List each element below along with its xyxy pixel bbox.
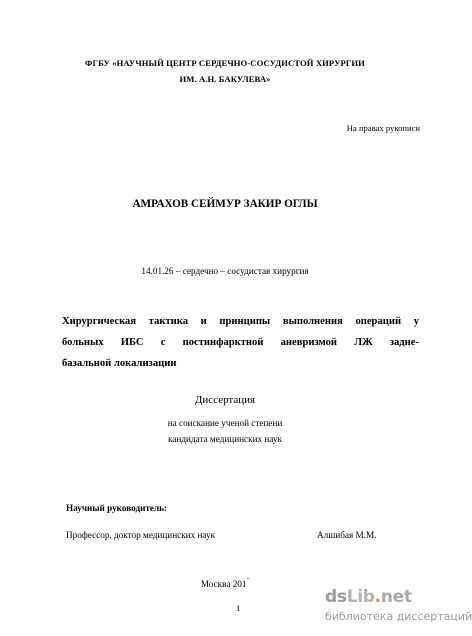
- logo-dot: .: [374, 587, 381, 607]
- title-word: принципы: [219, 316, 271, 327]
- institution-line-2: ИМ. А.Н. БАКУЛЕВА»: [179, 74, 271, 84]
- author-name: АМРАХОВ СЕЙМУР ЗАКИР ОГЛЫ: [132, 198, 318, 210]
- title-line-3: базальной локализации: [62, 358, 177, 369]
- rights-note: На правах рукописи: [346, 123, 420, 133]
- dissertation-title: [62, 311, 419, 374]
- title-word: и: [200, 316, 207, 327]
- title-line-2: [62, 332, 419, 353]
- logo-net: net: [380, 587, 412, 607]
- dslib-watermark: [325, 587, 472, 631]
- institution-line-1: ФГБУ «НАУЧНЫЙ ЦЕНТР СЕРДЕЧНО-СОСУДИСТОЙ ХИРУРГИИ: [85, 58, 365, 68]
- supervisor-position: Профессор, доктор медицинских наук: [66, 530, 216, 540]
- dslib-logo: [325, 587, 412, 607]
- degree-line-1: на соискание ученой степени: [167, 418, 283, 428]
- title-word: с: [160, 337, 166, 348]
- watermark-caption: библиотека диссертаций: [325, 610, 472, 623]
- page-number: 1: [236, 603, 241, 613]
- year-mark: ˚: [246, 577, 250, 586]
- degree-line-2: кандидата медицинских наук: [168, 434, 282, 444]
- title-word: у: [413, 316, 419, 327]
- dissertation-label: Диссертация: [194, 394, 256, 406]
- title-word: задне-: [389, 337, 419, 348]
- logo-ds: ds: [325, 587, 347, 607]
- title-word: аневризмой: [280, 337, 338, 348]
- title-word: больных: [62, 337, 104, 348]
- supervisor-name: Алшибая М.М.: [317, 530, 377, 540]
- supervisor-heading: Научный руководитель:: [66, 503, 168, 513]
- logo-lib: Lib: [346, 587, 375, 607]
- title-word: выполнения: [282, 316, 343, 327]
- title-word: постинфарктной: [182, 337, 264, 348]
- specialty-code: 14.01.26 – сердечно – сосудистая хирургия: [141, 266, 309, 276]
- title-word: ЛЖ: [354, 337, 373, 348]
- title-word: тактика: [148, 316, 189, 327]
- title-word: операций: [355, 316, 402, 327]
- city-year-text: Москва 201: [200, 579, 247, 589]
- title-word: ИБС: [120, 337, 144, 348]
- title-line-1: [62, 311, 419, 332]
- title-word: Хирургическая: [62, 316, 137, 327]
